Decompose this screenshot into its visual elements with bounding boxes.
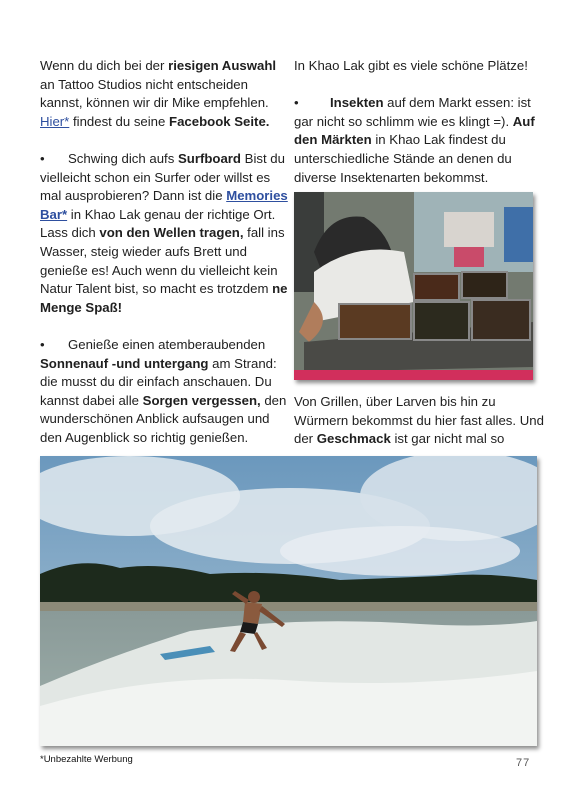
bullet: • [40,150,45,166]
bold-text: Sorgen vergessen, [142,392,261,408]
bold-text: von den Wellen tragen, [99,225,244,241]
text: am Strand: die musst du dir einfach anschauen. Du kannst dabei alle [40,355,277,408]
stall-goods [454,247,484,267]
tray-insects-2 [414,302,469,340]
tray-insects-1 [339,304,411,339]
paragraph-tattoo [40,57,288,131]
stall-awning [444,212,494,247]
memories-bar-link[interactable]: Memories Bar* [40,188,288,222]
stall-sign [504,207,533,262]
tray-insects-4 [414,274,459,300]
surfer-photo [40,456,537,746]
tray-insects-5 [462,272,507,298]
right-column-bottom [294,393,544,449]
beach [40,602,537,612]
text: in Khao Lak genau der richtige Ort. Lass dich [40,206,276,241]
page-number: 77 [516,757,531,769]
market-photo-graphic [294,192,533,380]
surf-photo-graphic [40,456,537,746]
text: ist gar nicht mal so [390,431,505,447]
tray-insects-3 [472,300,530,340]
paragraph-insects [294,94,544,187]
bold-text: Surfboard [177,150,241,166]
surfer-shorts [240,622,258,634]
cloud [280,526,520,576]
bullet: • [40,336,45,352]
text: Schwing dich aufs [68,150,178,166]
text: fall ins Wasser, steig wieder aufs Brett und genieße es! Auch wenn du vielleicht kein Natur Talent bist, so macht es trotzdem [40,225,285,297]
text: in Khao Lak findest du unterschiedliche Stände an denen du diverse Insektenarten bekommst. [294,132,512,185]
paragraph-sunrise [40,336,288,448]
text: den wunderschönen Anblick aufsaugen und den Augenblick so richtig genießen. [40,392,287,445]
bold-text: Insekten [330,95,384,111]
market-insects-photo [294,192,533,380]
bold-text: Auf den Märkten [294,113,535,148]
bold-text: Geschmack [316,431,391,447]
text: Wenn du dich bei der [40,58,169,73]
paragraph-surfboard [40,150,288,317]
bold-text: ne Menge Spaß! [40,281,288,315]
banner-strip [294,370,533,380]
text: auf dem Markt essen: ist gar nicht so schlimm wie es klingt =). [294,95,531,129]
facebook-link[interactable]: Hier* [40,113,70,129]
text: Genieße einen atemberaubenden [68,336,266,352]
footnote: *Unbezahlte Werbung [40,754,133,765]
bold-text: Sonnenauf -und untergang [40,355,209,371]
bold-text: Facebook Seite. [169,113,270,129]
left-column [40,57,288,447]
paragraph-places: In Khao Lak gibt es viele schöne Plätze! [294,58,528,73]
text: an Tattoo Studios nicht entscheiden kannst, können wir dir Mike empfehlen. [40,76,269,111]
text: findest du seine [69,113,170,129]
right-column-top [294,57,544,187]
text: Von Grillen, über Larven bis hin zu Würmern bekommst du hier fast alles. Und der [294,394,544,447]
bold-text: riesigen Auswahl [168,58,277,73]
bullet: • [294,95,299,111]
text: Bist du vielleicht schon ein Surfer oder willst es mal ausprobieren? Dann ist die [40,150,285,204]
surfer-head [248,591,260,603]
paragraph-crickets [294,393,544,449]
